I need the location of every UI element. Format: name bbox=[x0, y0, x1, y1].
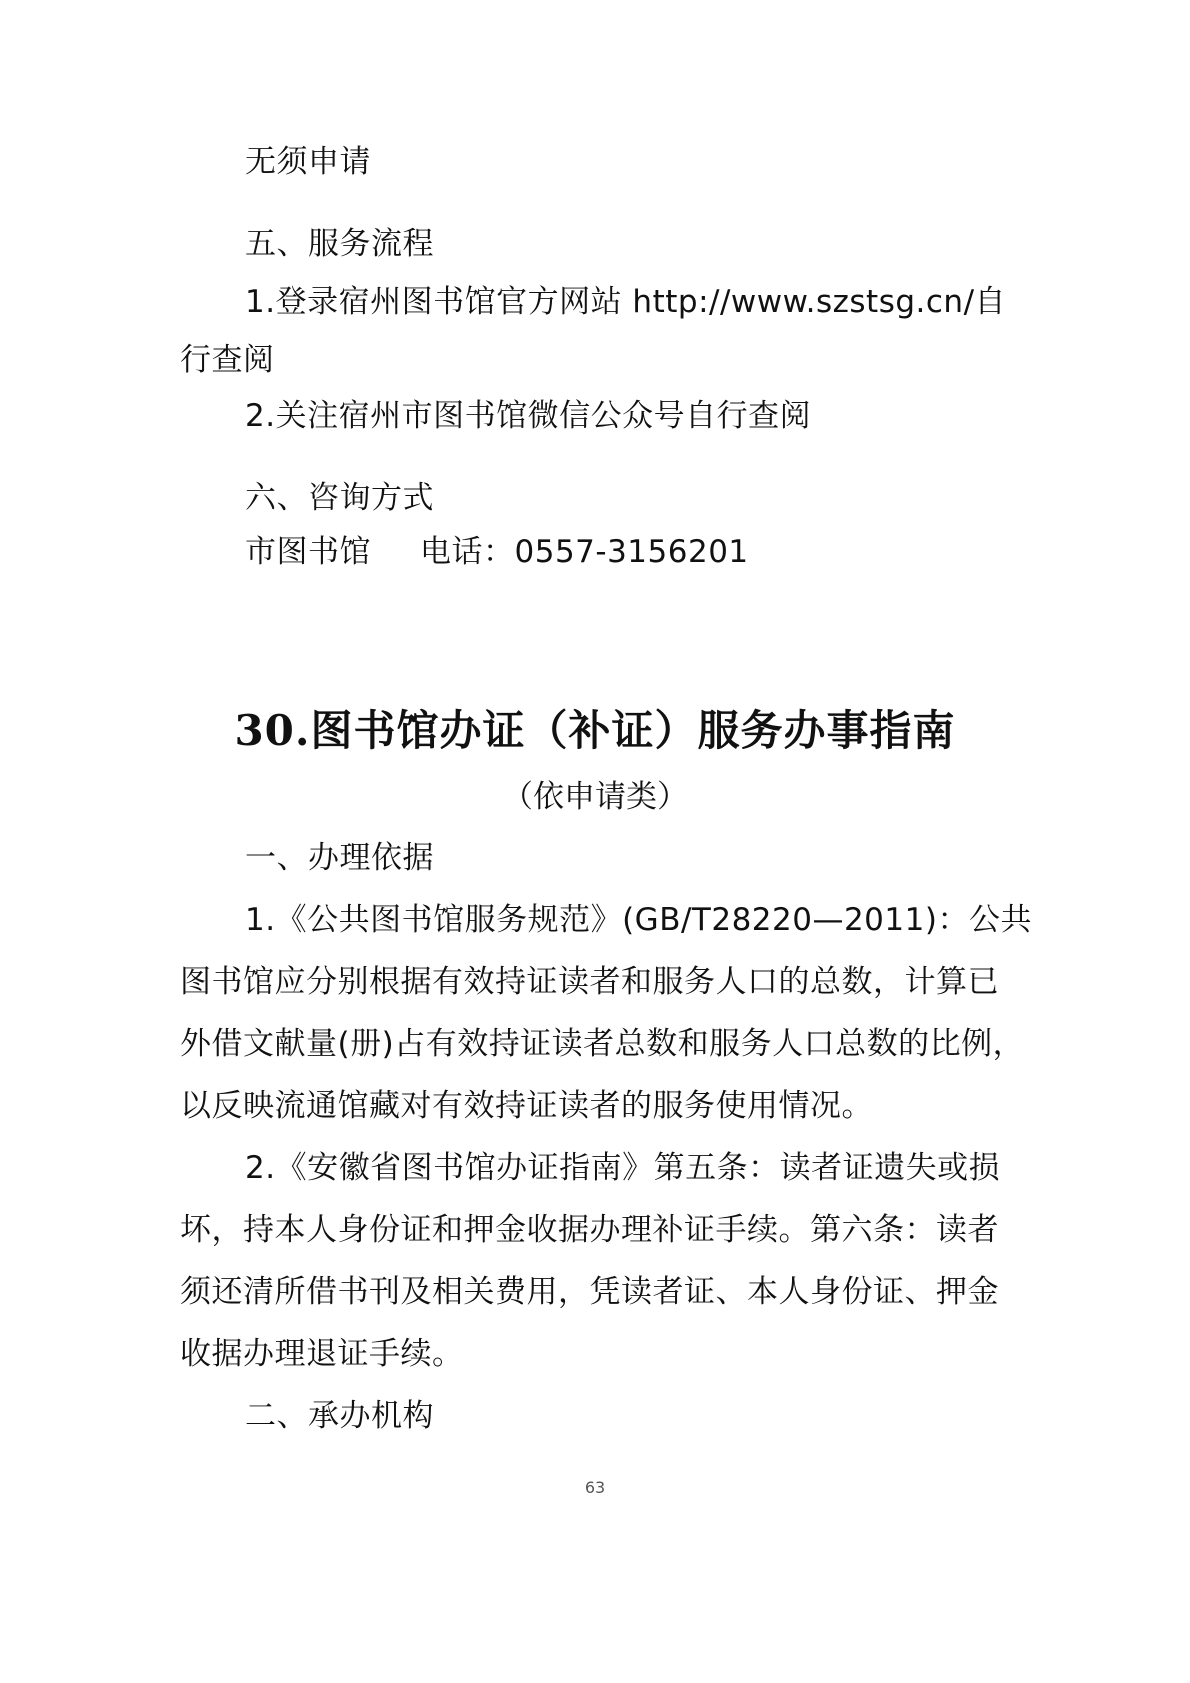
process-item-1-line-1: 1.登录宿州图书馆官方网站 http://www.szstsg.cn/自 bbox=[245, 284, 1007, 320]
process-item-1-line-2: 行查阅 bbox=[180, 342, 275, 378]
no-apply-text: 无须申请 bbox=[245, 144, 371, 180]
basis-2-line-3: 须还清所借书刊及相关费用，凭读者证、本人身份证、押金 bbox=[180, 1274, 999, 1310]
basis-1-line-2: 图书馆应分别根据有效持证读者和服务人口的总数，计算已 bbox=[180, 964, 999, 1000]
basis-heading: 一、办理依据 bbox=[245, 840, 434, 876]
basis-1-line-4: 以反映流通馆藏对有效持证读者的服务使用情况。 bbox=[180, 1088, 873, 1124]
contact-heading: 六、咨询方式 bbox=[245, 480, 434, 516]
basis-2-line-1: 2.《安徽省图书馆办证指南》第五条：读者证遗失或损 bbox=[245, 1150, 1001, 1186]
guide-title: 30.图书馆办证（补证）服务办事指南 bbox=[234, 706, 956, 755]
page-number: 63 bbox=[584, 1478, 606, 1497]
contact-org: 市图书馆 bbox=[245, 534, 371, 570]
agency-heading: 二、承办机构 bbox=[245, 1398, 434, 1434]
basis-2-line-4: 收据办理退证手续。 bbox=[180, 1336, 464, 1372]
basis-1-line-3: 外借文献量(册)占有效持证读者总数和服务人口总数的比例， bbox=[180, 1026, 1025, 1062]
basis-1-line-1: 1.《公共图书馆服务规范》(GB/T28220—2011)：公共 bbox=[245, 902, 1032, 938]
contact-line bbox=[245, 532, 749, 572]
basis-2-line-2: 坏，持本人身份证和押金收据办理补证手续。第六条：读者 bbox=[180, 1212, 999, 1248]
process-heading: 五、服务流程 bbox=[245, 226, 434, 262]
process-item-2: 2.关注宿州市图书馆微信公众号自行查阅 bbox=[245, 398, 812, 434]
contact-phone: 电话：0557-3156201 bbox=[420, 534, 749, 570]
guide-subtitle: （依申请类） bbox=[502, 779, 688, 815]
